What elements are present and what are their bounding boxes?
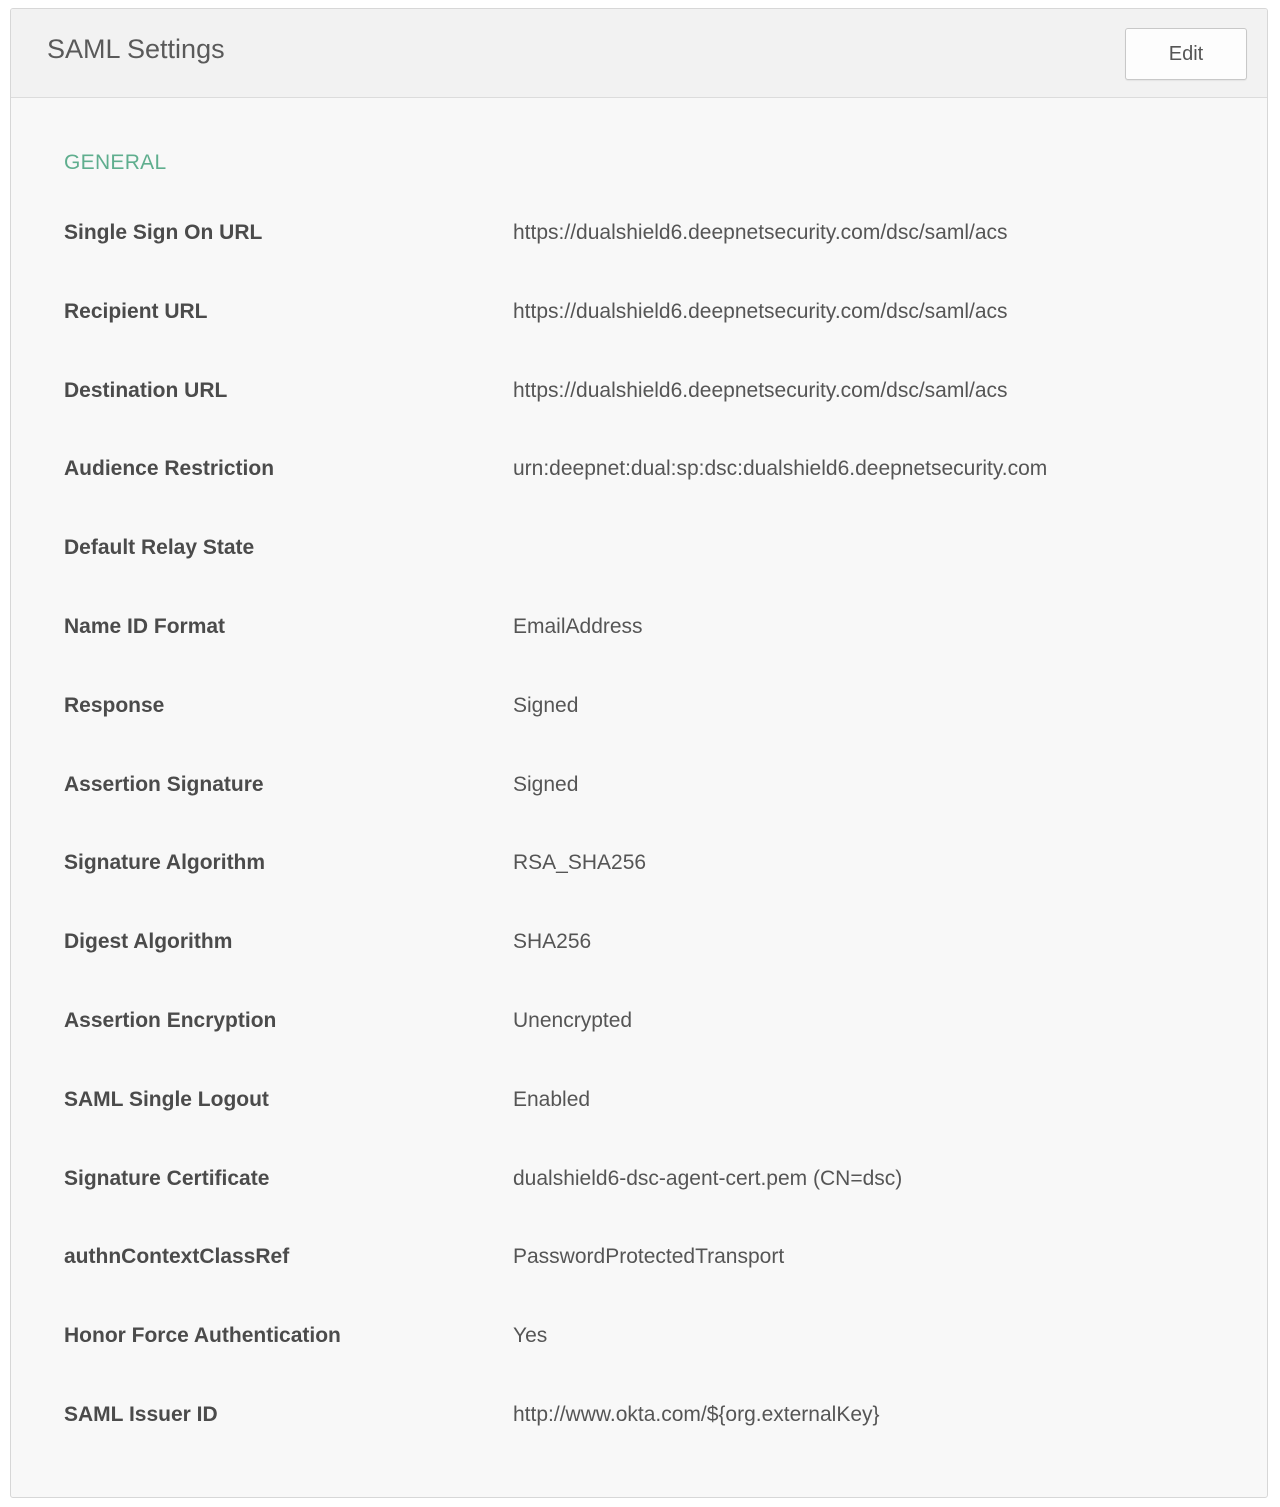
settings-row — [64, 433, 1244, 512]
row-label: Honor Force Authentication — [64, 1324, 341, 1348]
row-value: RSA_SHA256 — [513, 851, 647, 875]
settings-row — [64, 985, 1244, 1064]
row-value: Signed — [513, 772, 579, 796]
row-value: urn:deepnet:dual:sp:dsc:dualshield6.deepnetsecurity.com — [513, 457, 1048, 481]
settings-row — [64, 1064, 1244, 1143]
row-value: https://dualshield6.deepnetsecurity.com/dsc/saml/acs — [513, 299, 1008, 323]
row-value: Unencrypted — [513, 1008, 633, 1032]
row-label: Default Relay State — [64, 536, 255, 560]
panel-header — [11, 9, 1267, 98]
settings-row — [64, 276, 1244, 355]
row-label: authnContextClassRef — [64, 1245, 290, 1269]
settings-row — [64, 1143, 1244, 1222]
settings-row — [64, 1379, 1244, 1458]
panel-title: SAML Settings — [47, 34, 225, 64]
settings-row — [64, 355, 1244, 434]
row-value: EmailAddress — [513, 614, 643, 638]
section-heading-general: GENERAL — [64, 151, 167, 174]
settings-row — [64, 906, 1244, 985]
row-label: Digest Algorithm — [64, 930, 233, 954]
row-label: SAML Single Logout — [64, 1087, 269, 1111]
row-value: https://dualshield6.deepnetsecurity.com/dsc/saml/acs — [513, 221, 1008, 244]
row-value: Enabled — [513, 1087, 591, 1111]
row-value: SHA256 — [513, 930, 592, 954]
settings-row — [64, 1221, 1244, 1300]
row-value: Yes — [513, 1324, 548, 1348]
row-label: Recipient URL — [64, 299, 208, 323]
row-label: Assertion Signature — [64, 772, 264, 796]
row-value: Signed — [513, 693, 579, 717]
row-value: http://www.okta.com/${org.externalKey} — [513, 1402, 880, 1426]
row-label: Audience Restriction — [64, 457, 275, 481]
row-label: Signature Algorithm — [64, 851, 266, 875]
row-value: PasswordProtectedTransport — [513, 1245, 785, 1269]
row-value: dualshield6-dsc-agent-cert.pem (CN=dsc) — [513, 1166, 903, 1190]
settings-list — [64, 197, 1244, 1458]
row-label: Name ID Format — [64, 614, 226, 638]
row-value: https://dualshield6.deepnetsecurity.com/dsc/saml/acs — [513, 378, 1008, 402]
settings-row — [64, 197, 1244, 276]
row-label: Destination URL — [64, 378, 228, 402]
settings-row — [64, 749, 1244, 828]
settings-row — [64, 512, 1244, 591]
row-label: SAML Issuer ID — [64, 1402, 218, 1426]
row-label: Assertion Encryption — [64, 1008, 277, 1032]
row-label: Signature Certificate — [64, 1166, 270, 1190]
settings-row — [64, 670, 1244, 749]
saml-settings-panel — [10, 8, 1268, 1498]
settings-row — [64, 1300, 1244, 1379]
edit-button[interactable]: Edit — [1125, 28, 1247, 80]
row-label: Response — [64, 693, 165, 717]
row-label: Single Sign On URL — [64, 221, 263, 244]
settings-row — [64, 591, 1244, 670]
settings-row — [64, 827, 1244, 906]
